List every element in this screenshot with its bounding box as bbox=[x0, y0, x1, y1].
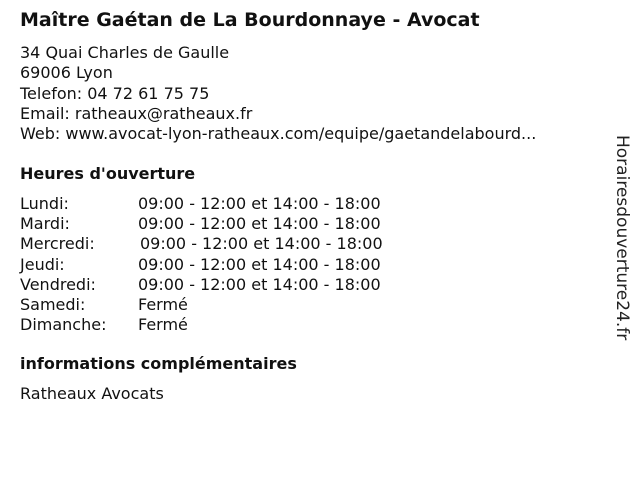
time-value: 09:00 - 12:00 et 14:00 - 18:00 bbox=[138, 214, 381, 234]
time-value: Fermé bbox=[138, 315, 188, 335]
day-label: Jeudi: bbox=[20, 254, 65, 274]
phone-number: Telefon: 04 72 61 75 75 bbox=[20, 83, 210, 103]
time-value: 09:00 - 12:00 et 14:00 - 18:00 bbox=[138, 194, 381, 213]
contact-block bbox=[20, 43, 536, 144]
time-value: 09:00 - 12:00 et 14:00 - 18:00 bbox=[138, 254, 381, 274]
time-value: Fermé bbox=[138, 294, 188, 314]
day-label: Lundi: bbox=[20, 194, 69, 213]
time-value: 09:00 - 12:00 et 14:00 - 18:00 bbox=[138, 274, 381, 294]
street-address: 34 Quai Charles de Gaulle bbox=[20, 43, 230, 62]
info-text: Ratheaux Avocats bbox=[20, 384, 164, 403]
day-label: Dimanche: bbox=[20, 315, 107, 335]
info-heading: informations complémentaires bbox=[20, 354, 297, 373]
site-watermark: Horairesdouverture24.fr bbox=[612, 135, 632, 341]
email-address: Email: ratheaux@ratheaux.fr bbox=[20, 103, 253, 123]
city-address: 69006 Lyon bbox=[20, 63, 113, 83]
day-label: Vendredi: bbox=[20, 274, 96, 294]
day-label: Mercredi: bbox=[20, 234, 95, 254]
page-title: Maître Gaétan de La Bourdonnaye - Avocat bbox=[20, 9, 480, 31]
time-value: 09:00 - 12:00 et 14:00 - 18:00 bbox=[140, 234, 383, 254]
day-label: Samedi: bbox=[20, 294, 86, 314]
day-label: Mardi: bbox=[20, 214, 70, 234]
website-link[interactable]: Web: www.avocat-lyon-ratheaux.com/equipe/gaetandelabourd... bbox=[20, 124, 537, 144]
hours-heading: Heures d'ouverture bbox=[20, 164, 196, 183]
